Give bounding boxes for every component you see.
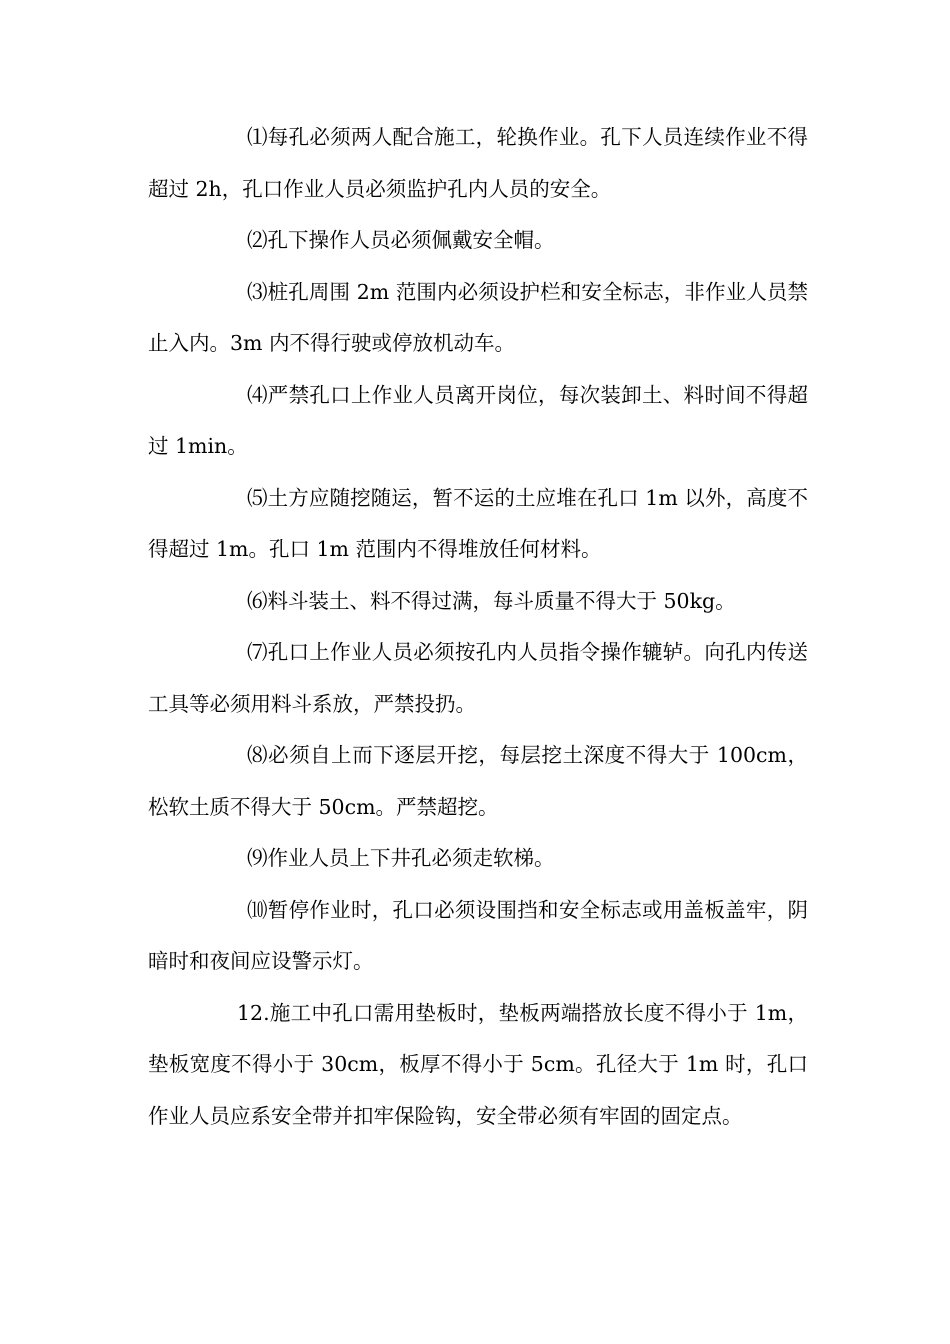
safety-rule-10: ⑽暂停作业时，孔口必须设围挡和安全标志或用盖板盖牢，阴暗时和夜间应设警示灯。 [148,897,808,973]
safety-rule-7: ⑺孔口上作业人员必须按孔内人员指令操作辘轳。向孔内传送工具等必须用料斗系放，严禁投扔。 [148,640,808,716]
safety-rule-6: ⑹料斗装土、料不得过满，每斗质量不得大于 50kg。 [247,588,736,613]
safety-rule-3: ⑶桩孔周围 2m 范围内必须设护栏和安全标志，非作业人员禁止入内。3m 内不得行驶或停放机动车。 [148,279,808,355]
safety-rule-8: ⑻必须自上而下逐层开挖，每层挖土深度不得大于 100cm，松软土质不得大于 50cm。严禁超挖。 [148,743,808,819]
safety-rule-1: ⑴每孔必须两人配合施工，轮换作业。孔下人员连续作业不得超过 2h，孔口作业人员必须监护孔内人员的安全。 [148,125,808,201]
section-12-paragraph: 12.施工中孔口需用垫板时，垫板两端搭放长度不得小于 1m，垫板宽度不得小于 30cm，板厚不得小于 5cm。孔径大于 1m 时，孔口作业人员应系安全带并扣牢保险钩，安全带必须有牢固的固定点。 [148,1000,808,1128]
safety-rule-4: ⑷严禁孔口上作业人员离开岗位，每次装卸土、料时间不得超过 1min。 [148,382,808,458]
document-body [148,112,808,1142]
safety-rule-9: ⑼作业人员上下井孔必须走软梯。 [247,846,555,870]
safety-rule-5: ⑸土方应随挖随运，暂不运的土应堆在孔口 1m 以外，高度不得超过 1m。孔口 1m 范围内不得堆放任何材料。 [148,485,808,561]
safety-rule-2: ⑵孔下操作人员必须佩戴安全帽。 [247,228,555,252]
